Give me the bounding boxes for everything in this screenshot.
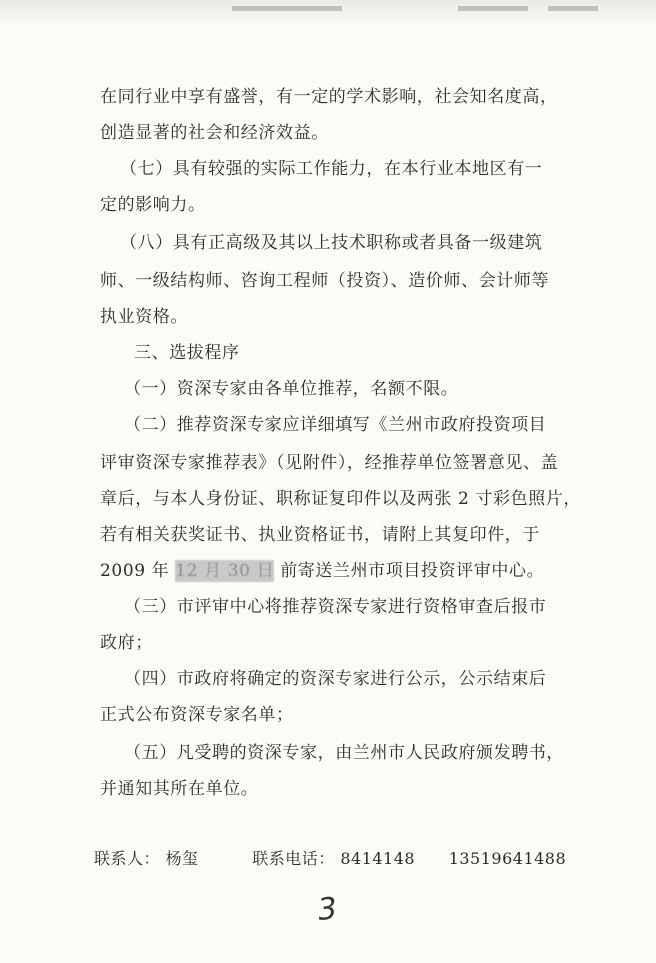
fax-header-mark [548,6,598,11]
contact-phone-1: 8414148 [340,849,416,868]
paragraph-line: （八）具有正高级及其以上技术职称或者具备一级建筑 [120,233,543,253]
paragraph-line: 政府； [100,633,153,653]
paragraph-line: 并通知其所在单位。 [100,779,259,799]
contact-person-label: 联系人： [94,849,161,868]
paragraph-line: 若有相关获奖证书、执业资格证书，请附上其复印件，于 [100,525,540,545]
paragraph-line: 章后，与本人身份证、职称证复印件以及两张 2 寸彩色照片， [100,489,582,509]
paragraph-line: （三）市评审中心将推荐资深专家进行资格审查后报市 [124,597,547,617]
contact-phone-2: 13519641488 [448,849,567,868]
contact-line [94,848,566,870]
paragraph-line: （七）具有较强的实际工作能力，在本行业本地区有一 [120,159,543,179]
date-line-text: 前寄送兰州市项目投资评审中心。 [280,561,545,581]
fax-header-mark [232,6,342,11]
paragraph-line: （一）资深专家由各单位推荐，名额不限。 [124,379,459,399]
redacted-date: 12 月 30 日 [175,561,275,581]
section-heading: 三、选拔程序 [134,343,240,363]
contact-phone-label: 联系电话： [252,849,335,868]
paragraph-line: 执业资格。 [100,307,188,327]
fax-header-mark [458,6,528,11]
date-line [100,560,544,582]
fax-header-strip [0,0,656,22]
paragraph-line: （五）凡受聘的资深专家，由兰州市人民政府颁发聘书， [124,743,564,763]
paragraph-line: 评审资深专家推荐表》（见附件），经推荐单位签署意见、盖 [100,453,559,473]
paragraph-line: 在同行业中享有盛誉，有一定的学术影响，社会知名度高， [100,87,558,107]
paragraph-line: 定的影响力。 [100,195,206,215]
handwritten-page-number: 3 [316,891,339,928]
paragraph-line: 正式公布资深专家名单； [100,705,294,725]
paragraph-line: 师、一级结构师、咨询工程师（投资）、造价师、会计师等 [100,271,550,291]
contact-person-name: 杨玺 [165,849,199,868]
paragraph-line: （四）市政府将确定的资深专家进行公示，公示结束后 [124,669,547,689]
paragraph-line: 创造显著的社会和经济效益。 [100,123,329,143]
date-year: 2009 年 [100,561,170,581]
paragraph-line: （二）推荐资深专家应详细填写《兰州市政府投资项目 [124,415,547,435]
